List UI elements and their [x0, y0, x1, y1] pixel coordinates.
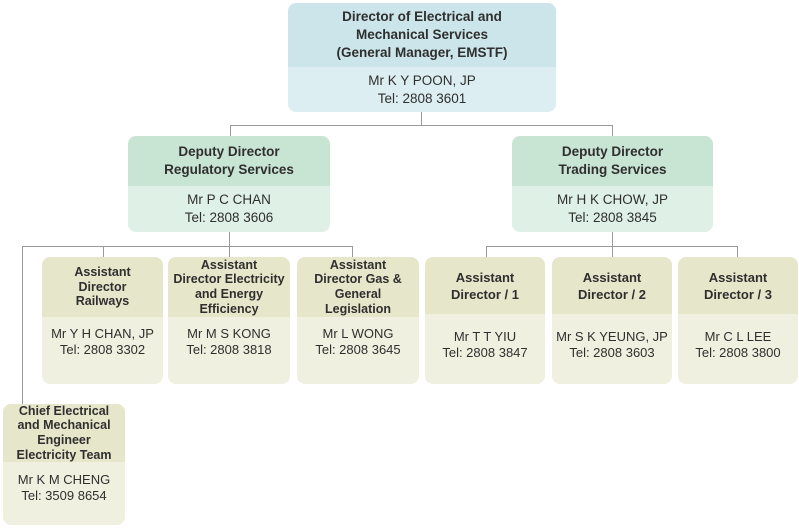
- node-title-line: Chief Electrical: [18, 404, 110, 418]
- person-name: Mr S K YEUNG, JP: [556, 329, 668, 344]
- node-title-line: Director Gas &: [314, 272, 402, 287]
- person-tel: Tel: 2808 3845: [568, 210, 657, 225]
- connector-line: [486, 246, 487, 257]
- person-tel: Tel: 3509 8654: [21, 488, 107, 503]
- org-node-deputy-regulatory: [128, 136, 330, 232]
- node-title-line: Director Electricity: [173, 272, 285, 287]
- connector-line: [486, 246, 738, 247]
- node-title-line: Assistant: [455, 269, 515, 285]
- node-title: [42, 257, 163, 317]
- node-title-line: Director / 1: [451, 286, 519, 302]
- node-title-line: Director: [78, 279, 127, 294]
- person-tel: Tel: 2808 3601: [377, 91, 467, 106]
- node-title: [512, 136, 713, 186]
- node-title-line: Deputy Director: [178, 144, 280, 159]
- node-title: [552, 257, 672, 314]
- node-title: [128, 136, 330, 186]
- node-title-line: Legislation: [325, 301, 391, 316]
- person-tel: Tel: 2808 3606: [184, 210, 274, 225]
- person-name: Mr C L LEE: [704, 329, 772, 344]
- node-details: [42, 317, 163, 384]
- node-title-line: Assistant: [708, 269, 768, 285]
- node-title: [425, 257, 545, 314]
- person-name: Mr L WONG: [322, 326, 394, 341]
- person-name: Mr Y H CHAN, JP: [51, 326, 154, 341]
- node-title-line: Electricity Team: [16, 447, 112, 462]
- node-title-line: Assistant: [74, 265, 131, 280]
- person-tel: Tel: 2808 3302: [59, 342, 146, 357]
- node-title: [3, 404, 125, 462]
- node-title-line: Trading Services: [558, 162, 667, 177]
- node-title-line: Assistant: [582, 269, 642, 285]
- node-title-line: Efficiency: [199, 301, 259, 316]
- node-title-line: Engineer: [37, 433, 91, 447]
- person-name: Mr T T YIU: [453, 329, 517, 344]
- node-title: [288, 3, 556, 67]
- node-title: [168, 257, 290, 317]
- node-details: [512, 186, 713, 232]
- node-title-line: Director / 3: [704, 286, 772, 302]
- connector-line: [737, 246, 738, 257]
- connector-line: [229, 232, 230, 257]
- node-title-line: Director of Electrical and: [342, 9, 502, 24]
- connector-line: [103, 246, 104, 257]
- org-node-assistant-3: [678, 257, 798, 384]
- org-node-chief-electricity-team: [3, 404, 125, 525]
- connector-line: [230, 125, 613, 126]
- person-tel: Tel: 2808 3847: [442, 345, 528, 360]
- node-details: [425, 314, 545, 384]
- person-name: Mr H K CHOW, JP: [557, 192, 668, 207]
- person-tel: Tel: 2808 3645: [315, 342, 401, 357]
- person-name: Mr M S KONG: [187, 326, 271, 341]
- connector-line: [421, 112, 422, 125]
- person-tel: Tel: 2808 3603: [569, 345, 655, 360]
- person-tel: Tel: 2808 3818: [186, 342, 272, 357]
- node-title: [678, 257, 798, 314]
- connector-line: [612, 125, 613, 136]
- node-details: [297, 317, 419, 384]
- connector-line: [230, 125, 231, 136]
- connector-line: [22, 246, 23, 404]
- node-title-line: and Mechanical: [17, 418, 111, 433]
- org-node-assistant-railways: [42, 257, 163, 384]
- person-name: Mr K Y POON, JP: [368, 73, 476, 88]
- org-node-deputy-trading: [512, 136, 713, 232]
- node-details: [168, 317, 290, 384]
- node-title-line: and Energy: [194, 287, 264, 301]
- person-tel: Tel: 2808 3800: [695, 345, 781, 360]
- node-title-line: Railways: [75, 294, 130, 309]
- node-title-line: Mechanical Services: [355, 27, 489, 42]
- person-name: Mr K M CHENG: [17, 472, 111, 487]
- person-name: Mr P C CHAN: [187, 192, 271, 207]
- org-node-assistant-gas: [297, 257, 419, 384]
- connector-line: [22, 246, 353, 247]
- node-title-line: Assistant: [200, 257, 258, 272]
- node-title: [297, 257, 419, 317]
- node-details: [552, 314, 672, 384]
- org-node-assistant-1: [425, 257, 545, 384]
- node-title-line: Assistant: [329, 257, 387, 272]
- node-title-line: Regulatory Services: [164, 162, 294, 177]
- connector-line: [612, 232, 613, 257]
- node-title-line: Deputy Director: [561, 144, 664, 159]
- node-details: [3, 462, 125, 525]
- node-title-line: (General Manager, EMSTF): [336, 45, 508, 60]
- node-title-line: Director / 2: [578, 286, 646, 302]
- node-title-line: General: [334, 287, 382, 301]
- node-details: [128, 186, 330, 232]
- connector-line: [352, 246, 353, 257]
- org-node-assistant-electricity: [168, 257, 290, 384]
- node-details: [288, 67, 556, 112]
- org-node-director: [288, 3, 556, 112]
- node-details: [678, 314, 798, 384]
- org-node-assistant-2: [552, 257, 672, 384]
